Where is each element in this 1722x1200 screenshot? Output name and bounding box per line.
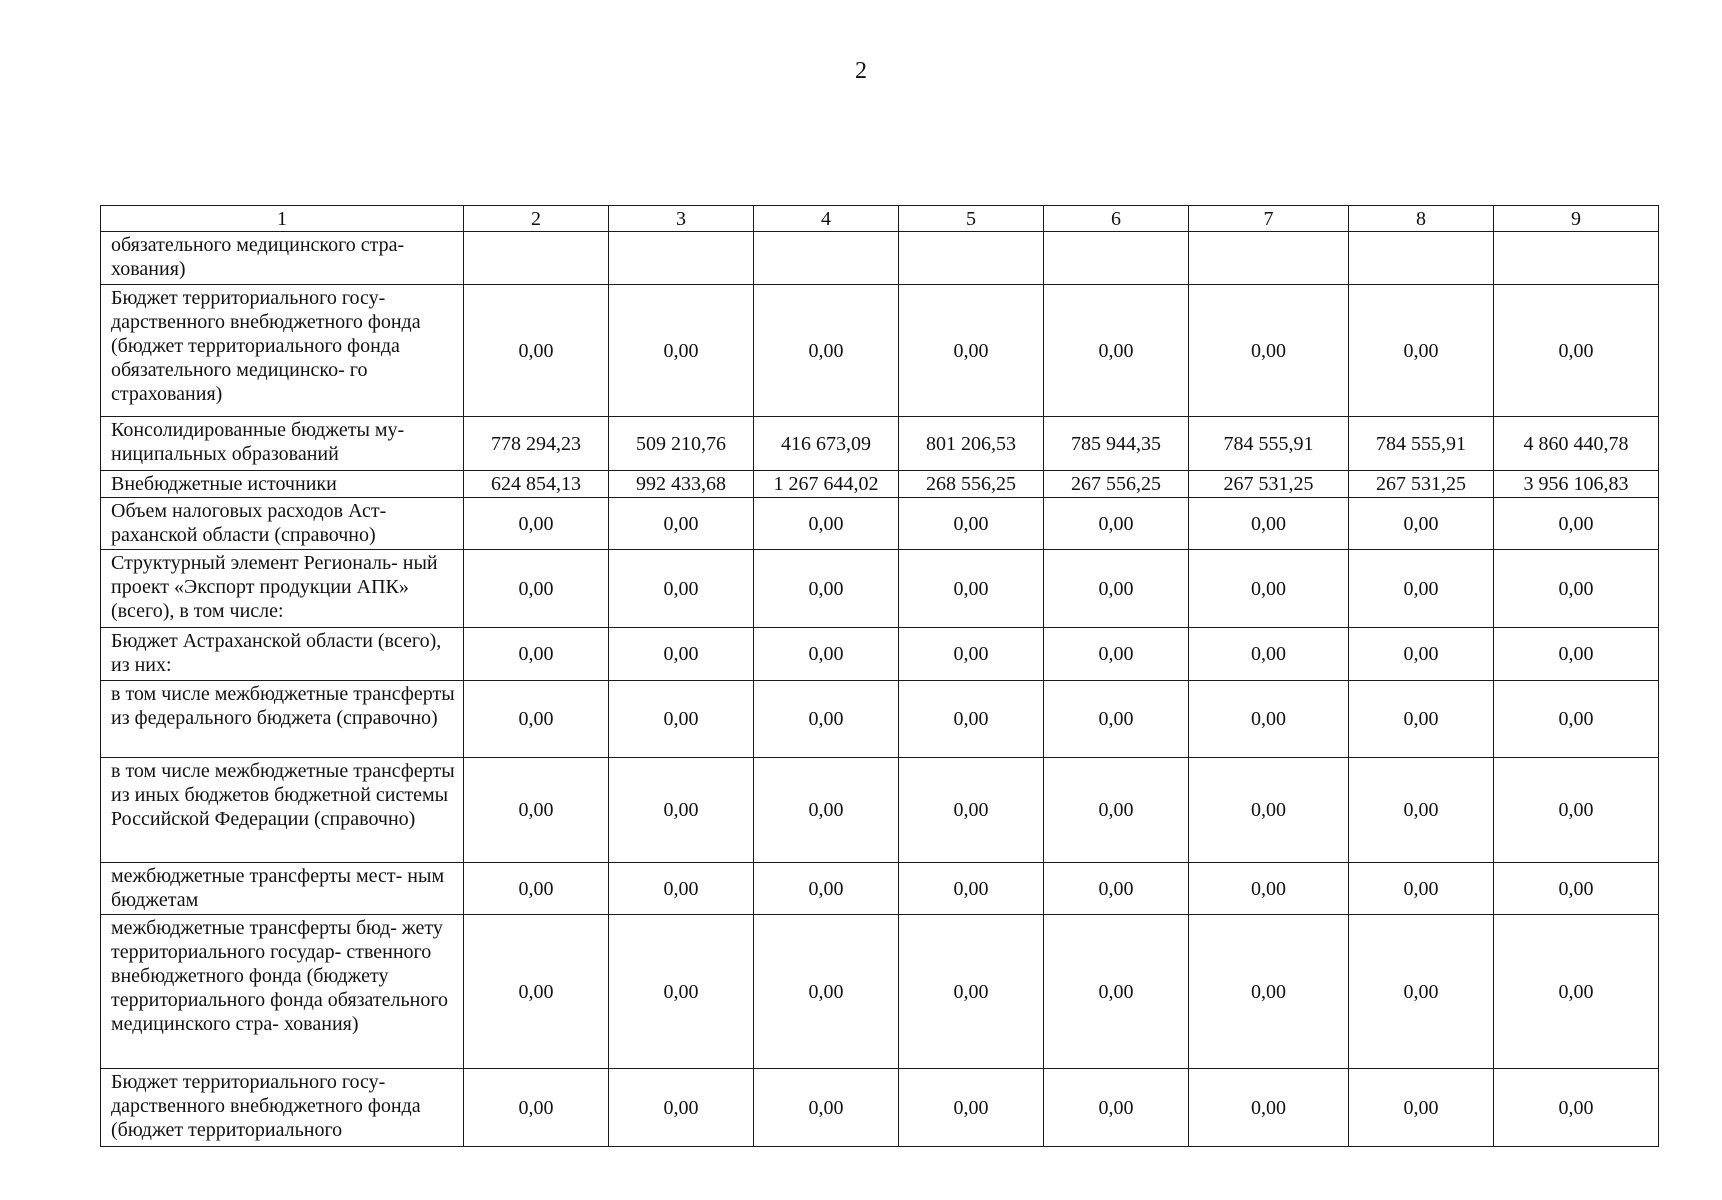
value-cell: 0,00 (609, 628, 754, 681)
column-header: 3 (609, 206, 754, 232)
value-cell: 0,00 (464, 758, 609, 863)
value-cell: 784 555,91 (1189, 417, 1349, 471)
table-row (101, 1069, 1659, 1147)
value-cell: 0,00 (1044, 758, 1189, 863)
column-header: 8 (1349, 206, 1494, 232)
value-cell: 0,00 (899, 285, 1044, 417)
value-cell: 0,00 (609, 681, 754, 758)
value-cell: 267 531,25 (1189, 471, 1349, 498)
value-cell: 0,00 (1044, 681, 1189, 758)
value-cell: 0,00 (1349, 1069, 1494, 1147)
value-cell (1189, 232, 1349, 285)
value-cell: 0,00 (1494, 681, 1659, 758)
value-cell: 0,00 (899, 550, 1044, 628)
value-cell: 0,00 (1044, 550, 1189, 628)
value-cell: 267 556,25 (1044, 471, 1189, 498)
budget-table (100, 205, 1659, 1147)
value-cell: 509 210,76 (609, 417, 754, 471)
value-cell: 0,00 (1189, 498, 1349, 550)
value-cell: 0,00 (899, 915, 1044, 1069)
column-header: 1 (101, 206, 464, 232)
value-cell: 0,00 (899, 863, 1044, 915)
row-label: Объем налоговых расходов Аст- раханской области (справочно) (101, 498, 464, 550)
value-cell: 0,00 (1349, 863, 1494, 915)
value-cell: 624 854,13 (464, 471, 609, 498)
value-cell: 0,00 (754, 915, 899, 1069)
value-cell: 0,00 (609, 758, 754, 863)
value-cell: 0,00 (464, 498, 609, 550)
table-row (101, 681, 1659, 758)
value-cell: 0,00 (899, 1069, 1044, 1147)
value-cell: 0,00 (609, 498, 754, 550)
value-cell: 0,00 (754, 628, 899, 681)
row-label: обязательного медицинского стра- хования) (101, 232, 464, 285)
value-cell: 801 206,53 (899, 417, 1044, 471)
column-header: 9 (1494, 206, 1659, 232)
row-label: Бюджет Астраханской области (всего), из них: (101, 628, 464, 681)
value-cell: 0,00 (754, 758, 899, 863)
value-cell: 0,00 (1494, 1069, 1659, 1147)
value-cell: 0,00 (609, 285, 754, 417)
value-cell: 0,00 (1494, 915, 1659, 1069)
table-row (101, 863, 1659, 915)
value-cell: 0,00 (899, 758, 1044, 863)
value-cell: 0,00 (1189, 863, 1349, 915)
table-row (101, 498, 1659, 550)
value-cell: 267 531,25 (1349, 471, 1494, 498)
value-cell (1494, 232, 1659, 285)
row-label: Бюджет территориального госу- дарственного внебюджетного фонда (бюджет территориального (101, 1069, 464, 1147)
value-cell: 0,00 (1494, 628, 1659, 681)
table-row (101, 915, 1659, 1069)
table-row (101, 758, 1659, 863)
value-cell: 0,00 (1189, 285, 1349, 417)
value-cell: 0,00 (609, 550, 754, 628)
value-cell: 0,00 (1349, 915, 1494, 1069)
value-cell: 992 433,68 (609, 471, 754, 498)
column-header: 4 (754, 206, 899, 232)
table-row (101, 285, 1659, 417)
value-cell: 784 555,91 (1349, 417, 1494, 471)
value-cell: 0,00 (464, 550, 609, 628)
value-cell (1349, 232, 1494, 285)
value-cell: 0,00 (1189, 758, 1349, 863)
value-cell: 0,00 (1189, 915, 1349, 1069)
table-header (101, 206, 1659, 232)
value-cell: 0,00 (1044, 863, 1189, 915)
value-cell: 785 944,35 (1044, 417, 1189, 471)
value-cell: 0,00 (609, 915, 754, 1069)
value-cell: 0,00 (464, 285, 609, 417)
value-cell: 4 860 440,78 (1494, 417, 1659, 471)
table-row (101, 471, 1659, 498)
table-row (101, 628, 1659, 681)
value-cell: 0,00 (1349, 681, 1494, 758)
row-label: в том числе межбюджетные трансферты из федерального бюджета (справочно) (101, 681, 464, 758)
row-label: межбюджетные трансферты бюд- жету территориального государ- ственного внебюджетного фонда (бюджету территориального фонда обязательного медицинского стра- хования) (101, 915, 464, 1069)
value-cell (899, 232, 1044, 285)
table-body (101, 232, 1659, 1147)
value-cell: 0,00 (464, 915, 609, 1069)
row-label: Консолидированные бюджеты му- ниципальных образований (101, 417, 464, 471)
column-header: 5 (899, 206, 1044, 232)
row-label: Внебюджетные источники (101, 471, 464, 498)
page-number: 2 (855, 58, 867, 84)
table-row (101, 417, 1659, 471)
value-cell: 0,00 (1349, 285, 1494, 417)
value-cell: 0,00 (754, 285, 899, 417)
value-cell (1044, 232, 1189, 285)
value-cell: 0,00 (1494, 863, 1659, 915)
value-cell: 0,00 (1189, 628, 1349, 681)
value-cell: 1 267 644,02 (754, 471, 899, 498)
value-cell: 0,00 (754, 550, 899, 628)
value-cell: 0,00 (1349, 550, 1494, 628)
value-cell: 0,00 (1189, 1069, 1349, 1147)
value-cell: 0,00 (899, 628, 1044, 681)
value-cell: 0,00 (1494, 285, 1659, 417)
header-row (101, 206, 1659, 232)
value-cell: 0,00 (1044, 1069, 1189, 1147)
table-row (101, 550, 1659, 628)
value-cell: 0,00 (1349, 628, 1494, 681)
value-cell: 0,00 (899, 498, 1044, 550)
value-cell: 0,00 (464, 1069, 609, 1147)
value-cell: 0,00 (1494, 550, 1659, 628)
value-cell: 0,00 (1189, 681, 1349, 758)
value-cell: 0,00 (754, 863, 899, 915)
value-cell: 3 956 106,83 (1494, 471, 1659, 498)
value-cell: 0,00 (754, 498, 899, 550)
value-cell: 268 556,25 (899, 471, 1044, 498)
row-label: Структурный элемент Региональ- ный проект «Экспорт продукции АПК» (всего), в том числе: (101, 550, 464, 628)
value-cell: 0,00 (609, 1069, 754, 1147)
value-cell (609, 232, 754, 285)
value-cell: 0,00 (899, 681, 1044, 758)
value-cell: 0,00 (1349, 758, 1494, 863)
value-cell: 0,00 (464, 628, 609, 681)
value-cell: 0,00 (1189, 550, 1349, 628)
row-label: Бюджет территориального госу- дарственного внебюджетного фонда (бюджет территориального фонда обязательного медицинско- го страхования) (101, 285, 464, 417)
value-cell: 0,00 (1494, 498, 1659, 550)
value-cell: 0,00 (1494, 758, 1659, 863)
value-cell (464, 232, 609, 285)
value-cell: 0,00 (609, 863, 754, 915)
table-row (101, 232, 1659, 285)
value-cell: 0,00 (754, 681, 899, 758)
column-header: 7 (1189, 206, 1349, 232)
value-cell: 0,00 (464, 863, 609, 915)
value-cell: 416 673,09 (754, 417, 899, 471)
value-cell: 0,00 (1044, 498, 1189, 550)
value-cell: 0,00 (1044, 285, 1189, 417)
value-cell: 778 294,23 (464, 417, 609, 471)
row-label: межбюджетные трансферты мест- ным бюджетам (101, 863, 464, 915)
value-cell: 0,00 (1044, 628, 1189, 681)
value-cell (754, 232, 899, 285)
value-cell: 0,00 (464, 681, 609, 758)
column-header: 6 (1044, 206, 1189, 232)
column-header: 2 (464, 206, 609, 232)
value-cell: 0,00 (1044, 915, 1189, 1069)
value-cell: 0,00 (754, 1069, 899, 1147)
row-label: в том числе межбюджетные трансферты из иных бюджетов бюджетной системы Российской Федерации (справочно) (101, 758, 464, 863)
value-cell: 0,00 (1349, 498, 1494, 550)
